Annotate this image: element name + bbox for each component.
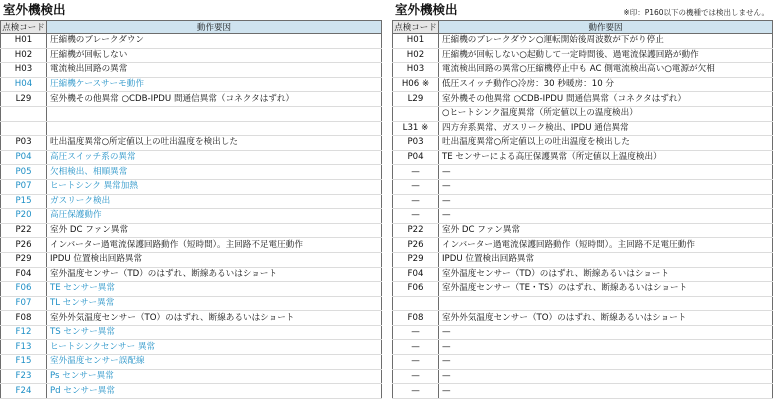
- left-table-row: [1, 267, 382, 282]
- left-row-desc: 室外温度センサー（TD）のはずれ、断線あるいはショート: [47, 267, 382, 282]
- left-row-desc: 圧縮機が回転しない: [47, 48, 382, 63]
- right-header-desc: 動作要因: [439, 21, 773, 34]
- right-row-desc: 室外外気温度センサー（TO）のはずれ、断線あるいはショート: [439, 311, 773, 326]
- right-table-row: [393, 209, 773, 224]
- left-code-table: [0, 20, 382, 399]
- right-table-row: [393, 369, 773, 384]
- right-table-row: [393, 252, 773, 267]
- right-row-desc: 低圧スイッチ動作○冷房：30 秒暖房：10 分: [439, 77, 773, 92]
- right-table-row: [393, 311, 773, 326]
- right-row-desc: —: [439, 384, 773, 399]
- right-table-row: [393, 136, 773, 151]
- left-row-desc: 欠相検出、相順異常: [47, 165, 382, 180]
- left-row-code: P20: [1, 209, 47, 224]
- left-row-code: P26: [1, 238, 47, 253]
- left-row-desc: 室外温度センサー誤配線: [47, 355, 382, 370]
- right-table-row: [393, 296, 773, 311]
- left-row-code: F24: [1, 384, 47, 399]
- right-row-desc: 室外機その他異常 ○CDB-IPDU 間通信異常（コネクタはずれ）: [439, 92, 773, 107]
- right-table-row: [393, 92, 773, 107]
- right-row-desc: —: [439, 194, 773, 209]
- left-table-row: [1, 121, 382, 136]
- right-row-desc: —: [439, 340, 773, 355]
- left-row-code: P15: [1, 194, 47, 209]
- left-table-row: [1, 209, 382, 224]
- right-table-row: [393, 165, 773, 180]
- right-row-code: —: [393, 179, 439, 194]
- right-row-code: —: [393, 384, 439, 399]
- left-table-row: [1, 179, 382, 194]
- left-table-row: [1, 92, 382, 107]
- left-row-code: F13: [1, 340, 47, 355]
- left-row-code: F12: [1, 325, 47, 340]
- right-code-table: [392, 20, 773, 399]
- right-table-row: [393, 384, 773, 399]
- left-table-row: [1, 355, 382, 370]
- right-row-code: [393, 296, 439, 311]
- right-table-row: [393, 48, 773, 63]
- left-row-code: F23: [1, 369, 47, 384]
- right-table-row: [393, 282, 773, 297]
- left-row-code: P29: [1, 252, 47, 267]
- left-row-desc: ヒートシンクセンサー 異常: [47, 340, 382, 355]
- left-panel: [0, 0, 382, 399]
- right-table-row: [393, 267, 773, 282]
- right-row-code: P29: [393, 252, 439, 267]
- left-table-row: [1, 136, 382, 151]
- left-row-desc: 室外外気温度センサー（TO）のはずれ、断線あるいはショート: [47, 311, 382, 326]
- left-row-desc: Ps センサー異常: [47, 369, 382, 384]
- left-row-code: P05: [1, 165, 47, 180]
- left-table-row: [1, 106, 382, 121]
- right-row-desc: ○ヒートシンク温度異常（所定値以上の温度検出）: [439, 106, 773, 121]
- left-row-code: L29: [1, 92, 47, 107]
- right-table-row: [393, 63, 773, 78]
- left-table-row: [1, 282, 382, 297]
- right-table-row: [393, 238, 773, 253]
- right-row-desc: —: [439, 165, 773, 180]
- left-table-row: [1, 296, 382, 311]
- right-table-row: [393, 340, 773, 355]
- right-row-code: —: [393, 355, 439, 370]
- left-table-row: [1, 150, 382, 165]
- right-row-desc: TE センサーによる高圧保護異常（所定値以上温度検出）: [439, 150, 773, 165]
- right-table-body: [393, 34, 773, 399]
- left-table-row: [1, 223, 382, 238]
- right-row-code: —: [393, 209, 439, 224]
- left-row-desc: [47, 106, 382, 121]
- right-row-code: H02: [393, 48, 439, 63]
- left-header-desc: 動作要因: [47, 21, 382, 34]
- right-panel: [392, 0, 773, 399]
- left-row-desc: TS センサー異常: [47, 325, 382, 340]
- left-row-code: [1, 106, 47, 121]
- right-row-code: H01: [393, 34, 439, 49]
- left-row-desc: 吐出温度異常○所定値以上の吐出温度を検出した: [47, 136, 382, 151]
- left-row-code: P07: [1, 179, 47, 194]
- right-row-code: F06: [393, 282, 439, 297]
- left-row-desc: TL センサー異常: [47, 296, 382, 311]
- left-table-row: [1, 252, 382, 267]
- left-table-row: [1, 340, 382, 355]
- left-row-desc: 圧縮機のブレークダウン: [47, 34, 382, 49]
- right-table-row: [393, 223, 773, 238]
- left-row-desc: Pd センサー異常: [47, 384, 382, 399]
- left-row-desc: ガスリーク検出: [47, 194, 382, 209]
- right-row-desc: —: [439, 355, 773, 370]
- left-row-code: H02: [1, 48, 47, 63]
- right-row-code: L29: [393, 92, 439, 107]
- right-table-row: [393, 194, 773, 209]
- right-panel-note: ※印：P160以下の機種では検出しません。: [623, 8, 769, 17]
- right-row-desc: IPDU 位置検出回路異常: [439, 252, 773, 267]
- right-row-code: P03: [393, 136, 439, 151]
- left-row-code: H03: [1, 63, 47, 78]
- left-row-desc: [47, 121, 382, 136]
- left-table-row: [1, 165, 382, 180]
- right-row-code: [393, 106, 439, 121]
- left-row-desc: ヒートシンク 異常加熱: [47, 179, 382, 194]
- left-table-row: [1, 384, 382, 399]
- right-table-row: [393, 355, 773, 370]
- left-row-desc: 圧縮機ケースサーモ動作: [47, 77, 382, 92]
- left-row-code: F15: [1, 355, 47, 370]
- right-table-row: [393, 150, 773, 165]
- right-row-code: —: [393, 340, 439, 355]
- right-row-code: P04: [393, 150, 439, 165]
- left-row-code: [1, 121, 47, 136]
- left-header-row: [1, 21, 382, 34]
- left-row-code: P22: [1, 223, 47, 238]
- right-row-desc: [439, 296, 773, 311]
- left-row-code: F08: [1, 311, 47, 326]
- left-row-code: H04: [1, 77, 47, 92]
- left-row-code: H01: [1, 34, 47, 49]
- left-row-desc: TE センサー異常: [47, 282, 382, 297]
- left-row-desc: IPDU 位置検出回路異常: [47, 252, 382, 267]
- right-row-desc: 圧縮機のブレークダウン○運転開始後周波数が下がり停止: [439, 34, 773, 49]
- left-row-code: F06: [1, 282, 47, 297]
- right-row-code: —: [393, 369, 439, 384]
- left-row-desc: 室外機その他異常 ○CDB-IPDU 間通信異常（コネクタはずれ）: [47, 92, 382, 107]
- left-table-row: [1, 238, 382, 253]
- right-table-row: [393, 121, 773, 136]
- left-row-desc: 室外 DC ファン異常: [47, 223, 382, 238]
- left-table-row: [1, 34, 382, 49]
- right-row-code: F08: [393, 311, 439, 326]
- right-row-desc: 四方弁系異常、ガスリーク検出、IPDU 通信異常: [439, 121, 773, 136]
- right-row-code: P26: [393, 238, 439, 253]
- right-row-desc: —: [439, 325, 773, 340]
- left-panel-title: 室外機検出: [3, 2, 66, 17]
- left-table-row: [1, 77, 382, 92]
- right-row-desc: インバーター過電流保護回路動作（短時間）。主回路不足電圧動作: [439, 238, 773, 253]
- right-panel-title-wrap: [392, 0, 773, 20]
- right-table-row: [393, 325, 773, 340]
- right-row-desc: 吐出温度異常○所定値以上の吐出温度を検出した: [439, 136, 773, 151]
- left-table-row: [1, 48, 382, 63]
- right-row-desc: —: [439, 209, 773, 224]
- right-row-desc: —: [439, 369, 773, 384]
- left-table-row: [1, 63, 382, 78]
- left-row-code: P03: [1, 136, 47, 151]
- right-table-row: [393, 34, 773, 49]
- right-row-desc: 電流検出回路の異常○圧縮機停止中も AC 側電流検出高い○電源が欠相: [439, 63, 773, 78]
- left-table-row: [1, 194, 382, 209]
- right-row-code: —: [393, 325, 439, 340]
- right-panel-title: 室外機検出: [395, 2, 458, 17]
- left-table-row: [1, 325, 382, 340]
- left-row-code: F07: [1, 296, 47, 311]
- left-header-code: 点検コード: [1, 21, 47, 34]
- left-table-body: [1, 34, 382, 399]
- left-row-desc: 高圧保護動作: [47, 209, 382, 224]
- right-row-code: —: [393, 194, 439, 209]
- left-row-code: P04: [1, 150, 47, 165]
- right-row-code: —: [393, 165, 439, 180]
- right-row-code: H06 ※: [393, 77, 439, 92]
- right-row-desc: —: [439, 179, 773, 194]
- right-table-row: [393, 77, 773, 92]
- left-table-row: [1, 369, 382, 384]
- right-row-desc: 圧縮機が回転しない○起動して一定時間後、過電流保護回路が動作: [439, 48, 773, 63]
- right-row-code: F04: [393, 267, 439, 282]
- left-row-code: F04: [1, 267, 47, 282]
- left-row-desc: 電流検出回路の異常: [47, 63, 382, 78]
- right-table-row: [393, 106, 773, 121]
- right-row-desc: 室外温度センサー（TE・TS）のはずれ、断線あるいはショート: [439, 282, 773, 297]
- right-row-code: L31 ※: [393, 121, 439, 136]
- right-row-code: P22: [393, 223, 439, 238]
- left-row-desc: 高圧スイッチ系の異常: [47, 150, 382, 165]
- left-table-row: [1, 311, 382, 326]
- right-row-code: H03: [393, 63, 439, 78]
- right-header-code: 点検コード: [393, 21, 439, 34]
- left-row-desc: インバーター過電流保護回路動作（短時間）。主回路不足電圧動作: [47, 238, 382, 253]
- right-row-desc: 室外温度センサー（TD）のはずれ、断線あるいはショート: [439, 267, 773, 282]
- right-table-row: [393, 179, 773, 194]
- right-row-desc: 室外 DC ファン異常: [439, 223, 773, 238]
